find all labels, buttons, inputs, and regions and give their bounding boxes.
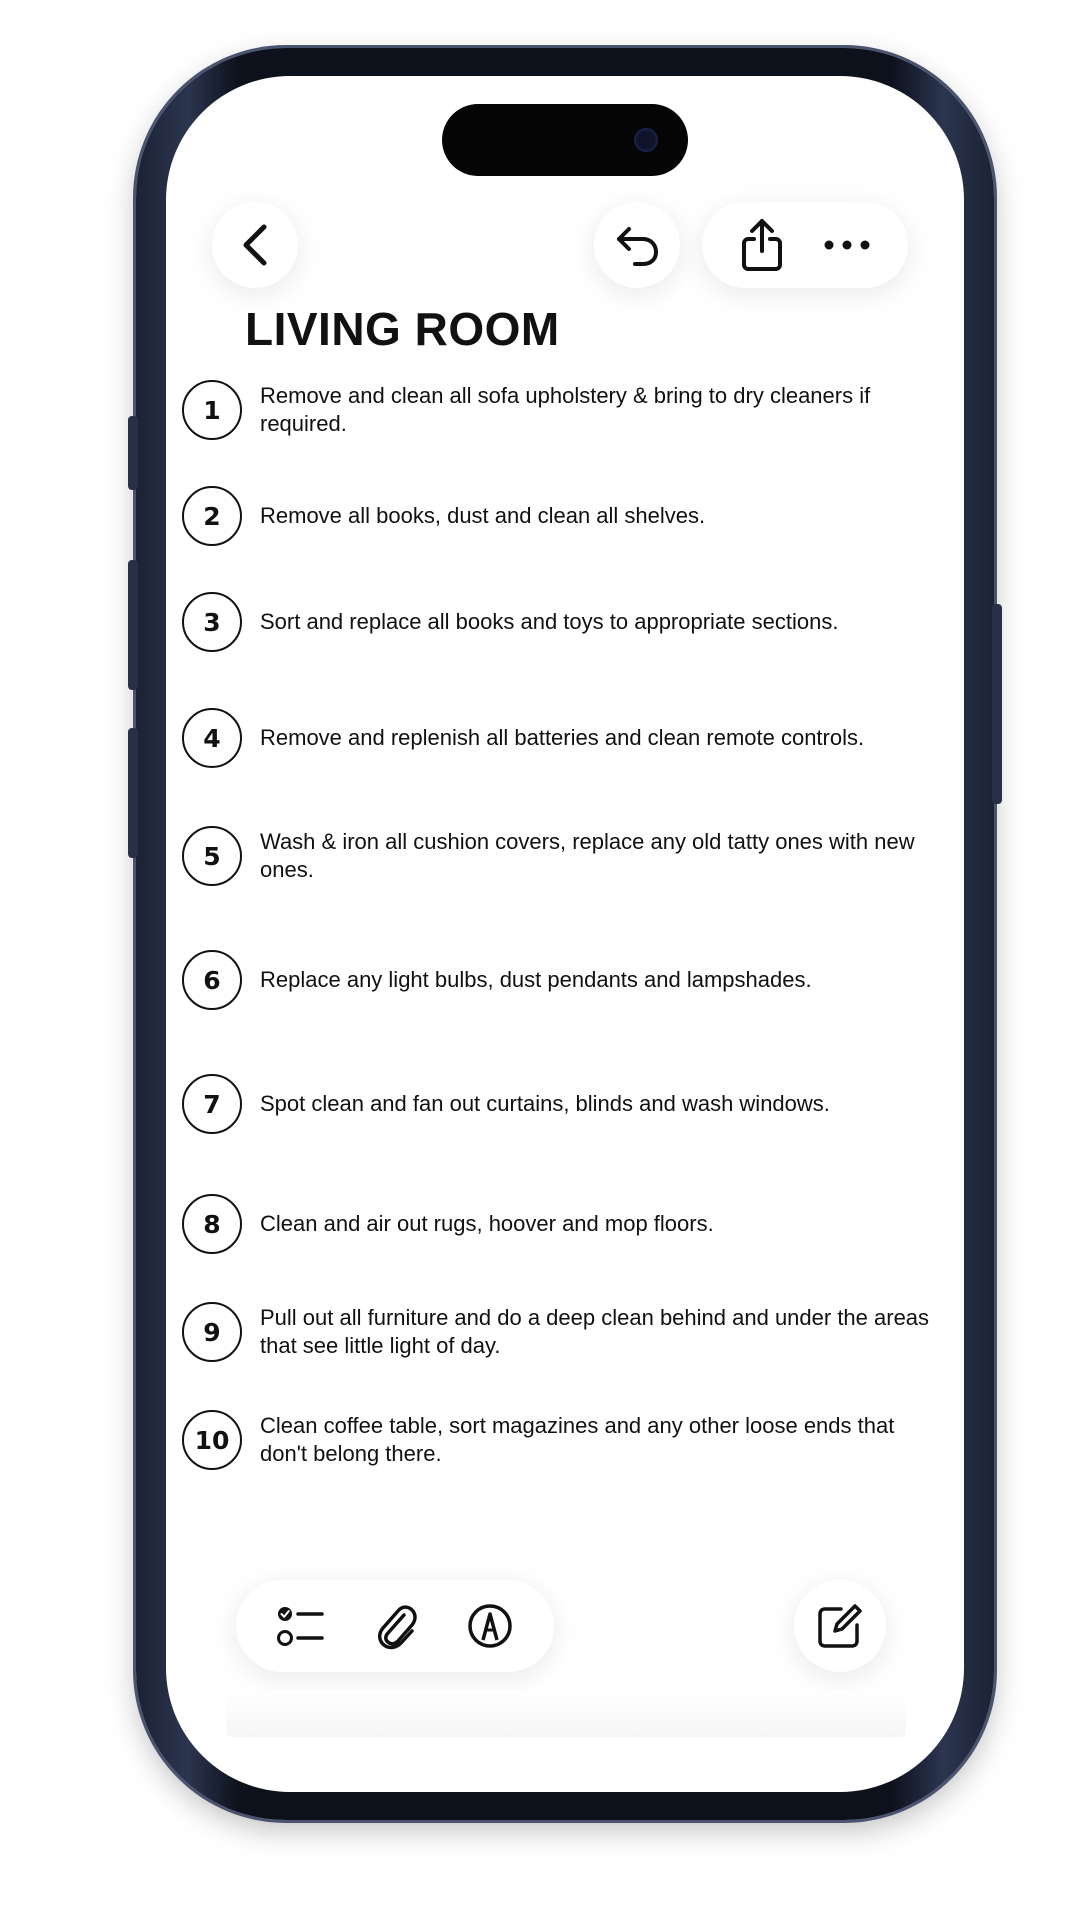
item-number-badge: 8 — [182, 1194, 242, 1254]
compose-button[interactable] — [794, 1580, 886, 1672]
volume-up-button — [128, 560, 138, 690]
more-icon[interactable] — [823, 239, 871, 251]
undo-button[interactable] — [594, 202, 680, 288]
front-camera — [634, 128, 658, 152]
list-item[interactable] — [182, 1302, 952, 1362]
list-item[interactable] — [182, 592, 952, 652]
item-number-badge: 10 — [182, 1410, 242, 1470]
item-number-badge: 3 — [182, 592, 242, 652]
list-item[interactable] — [182, 380, 952, 440]
list-item[interactable] — [182, 1074, 952, 1134]
item-text[interactable]: Spot clean and fan out curtains, blinds and wash windows. — [260, 1091, 830, 1116]
item-number-badge: 7 — [182, 1074, 242, 1134]
item-text[interactable]: Pull out all furniture and do a deep clean behind and under the areas that see little light of day. — [260, 1305, 930, 1358]
bottom-fade — [226, 1691, 906, 1737]
undo-icon — [613, 223, 661, 267]
list-item[interactable] — [182, 486, 952, 546]
item-text[interactable]: Clean and air out rugs, hoover and mop floors. — [260, 1211, 714, 1236]
share-icon[interactable] — [740, 217, 784, 273]
item-text[interactable]: Remove and clean all sofa upholstery & bring to dry cleaners if required. — [260, 383, 871, 436]
item-number-badge: 1 — [182, 380, 242, 440]
top-action-group — [702, 202, 908, 288]
item-number-badge: 9 — [182, 1302, 242, 1362]
list-item[interactable] — [182, 708, 952, 768]
power-button — [992, 604, 1002, 804]
list-item[interactable] — [182, 826, 952, 886]
chevron-left-icon — [238, 223, 272, 267]
item-number-badge: 2 — [182, 486, 242, 546]
checklist-icon[interactable] — [276, 1604, 326, 1648]
item-number-badge: 4 — [182, 708, 242, 768]
back-button[interactable] — [212, 202, 298, 288]
item-number-badge: 6 — [182, 950, 242, 1010]
item-number-badge: 5 — [182, 826, 242, 886]
list-item[interactable] — [182, 950, 952, 1010]
phone-screen — [166, 76, 964, 1792]
action-button — [128, 416, 138, 490]
item-text[interactable]: Replace any light bulbs, dust pendants and lampshades. — [260, 967, 812, 992]
compose-icon — [815, 1601, 865, 1651]
markup-pen-icon[interactable] — [466, 1602, 514, 1650]
item-text[interactable]: Sort and replace all books and toys to appropriate sections. — [260, 609, 839, 634]
list-item[interactable] — [182, 1194, 952, 1254]
volume-down-button — [128, 728, 138, 858]
note-title[interactable]: LIVING ROOM — [245, 303, 560, 355]
list-item[interactable] — [182, 1410, 952, 1470]
dynamic-island — [442, 104, 688, 176]
item-text[interactable]: Remove all books, dust and clean all shelves. — [260, 503, 706, 528]
paperclip-icon[interactable] — [374, 1601, 418, 1651]
bottom-toolbar — [236, 1580, 554, 1672]
item-text[interactable]: Wash & iron all cushion covers, replace any old tatty ones with new ones. — [260, 829, 915, 882]
item-text[interactable]: Remove and replenish all batteries and clean remote controls. — [260, 725, 865, 750]
item-text[interactable]: Clean coffee table, sort magazines and any other loose ends that don't belong there. — [260, 1413, 895, 1466]
